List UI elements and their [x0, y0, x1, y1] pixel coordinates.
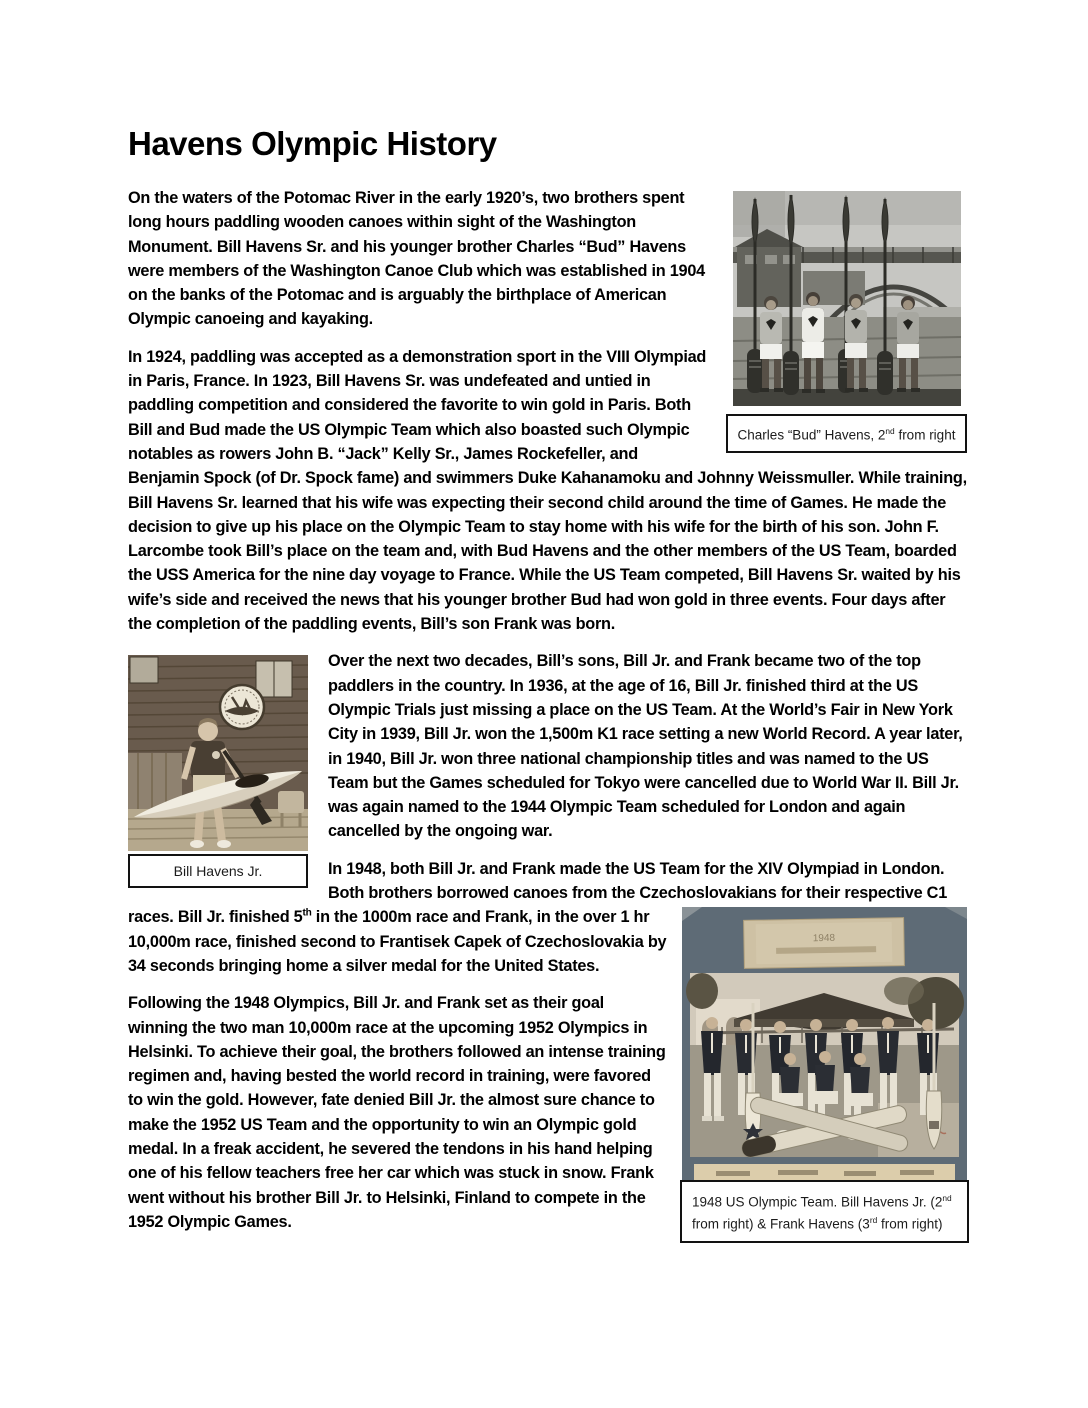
figure-bill-havens-jr: [128, 655, 308, 888]
page-title: Havens Olympic History: [128, 125, 497, 162]
bud-havens-photo: [733, 191, 961, 406]
paragraph-5: Following the 1948 Olympics, Bill Jr. and Frank set as their goal winning the two man 10,000m race at the upcoming 1952 Olympics in Helsinki. To achieve their goal, the brothers followed an intense training regimen and, having bested the world record in training, were favored to win the gold. However, fate denied Bill Jr. the almost sure chance to make the 1952 US Team and the opportunity to win an Olympic gold medal. In a freak accident, he severed the tendons in his hand helping one of his fellow teachers free her car which was stuck in snow. Frank went without his brother Bill Jr. to Helsinki, Finland to compete in the 1952 Olympic Games.: [128, 994, 666, 1231]
ordinal-suffix: th: [302, 907, 312, 919]
caption-text: 1948 US Olympic Team. Bill Havens Jr. (2: [692, 1194, 943, 1210]
caption-bill-havens-jr: Bill Havens Jr.: [128, 854, 308, 888]
ordinal-suffix: nd: [885, 426, 895, 436]
bill-havens-jr-photo: [128, 655, 308, 851]
svg-text:1948: 1948: [812, 932, 836, 944]
paragraph-1: On the waters of the Potomac River in the early 1920’s, two brothers spent long hours paddling wooden canoes within sight of the Washington Monument. Bill Havens Sr. and his younger brother Charles “Bud” Havens were members of the Washington Canoe Club which was established in 1904 on the banks of the Potomac and is arguably the birthplace of American Olympic canoeing and kayaking.: [128, 189, 705, 329]
caption-text: from right: [894, 427, 956, 443]
paragraph-text: in the 1000m race and Frank, in the over 1 hr 10,000m race, finished second to Frantisek Capek of Czechoslovakia by 34 seconds bringing home a silver medal for the United States.: [128, 908, 667, 975]
caption-1948-team: [680, 1180, 969, 1243]
caption-bud-havens: [726, 414, 967, 453]
ordinal-suffix: nd: [942, 1192, 952, 1203]
caption-text: from right): [877, 1216, 943, 1232]
paragraph-text: In 1948, both Bill Jr. and Frank made the US Team for the XIV Olympiad in London. Both brothers borrowed canoes from the Czechoslovakians for their respective C1 races. Bill Jr. finished 5: [128, 859, 947, 927]
caption-text: Charles “Bud” Havens, 2: [737, 427, 886, 443]
paragraph-2: In 1924, paddling was accepted as a demonstration sport in the VIII Olympiad in Paris, France. In 1923, Bill Havens Sr. was undefeated and untied in paddling competition and considered the favorite to win gold in Paris. Both Bill and Bud made the US Olympic Team which also boasted such Olympic notables as rowers John B. “Jack” Kelly Sr., James Rockefeller, and Benjamin Spock (of Dr. Spock fame) and swimmers Duke Kahanamoku and Johnny Weissmuller. While training, Bill Havens Sr. learned that his wife was expecting their second child around the time of Games. He made the decision to give up his place on the Olympic Team to stay home with his wife for the birth of his son. John F. Larcombe took Bill’s place on the team and, with Bud Havens and the other members of the US Team, boarded the USS America for the nine day voyage to France. While the US Team competed, Bill Havens Sr. waited by his wife’s side and received the news that his younger brother Bud had won gold in three events. Four days after the completion of the paddling events, Bill’s son Frank was born.: [128, 347, 967, 634]
paragraph-3: Over the next two decades, Bill’s sons, Bill Jr. and Frank became two of the top paddlers in the country. In 1936, at the age of 16, Bill Jr. finished third at the US Olympic Trials just missing a place on the US Team. At the World’s Fair in New York City in 1939, Bill Jr. won the 1,500m K1 race setting a new World Record. A year later, in 1940, Bill Jr. won three national championship titles and was named to the US Team but the Games scheduled for Tokyo were cancelled due to World War II. Bill Jr. was again named to the 1944 Olympic Team scheduled for London and again cancelled by the ongoing war.: [328, 652, 963, 841]
figure-bud-havens: [726, 191, 967, 453]
float-spacer: [966, 857, 967, 907]
caption-text: from right) & Frank Havens (3: [692, 1216, 870, 1232]
ordinal-suffix: rd: [869, 1215, 878, 1226]
figure-1948-olympic-team: [682, 907, 967, 1243]
team-photo-area: [686, 973, 964, 1158]
album-label: [744, 917, 905, 968]
